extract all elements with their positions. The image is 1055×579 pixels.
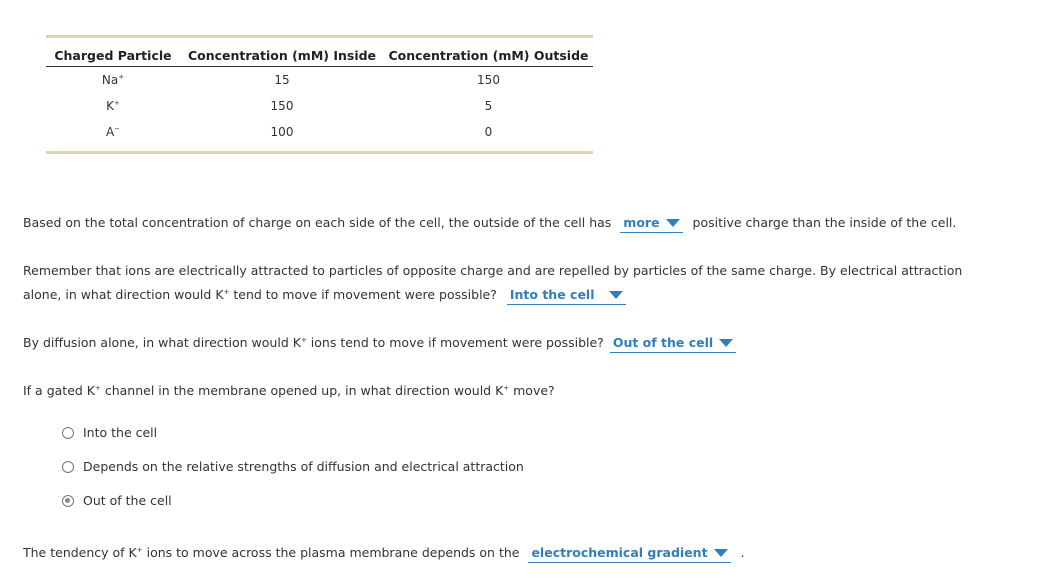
table-bottom-bar [46,151,593,154]
table-body [46,67,593,151]
period: . [740,545,745,560]
ion-concentration-table [46,35,593,154]
inside-cell: 150 [270,99,294,113]
header-inside: Concentration (mM) Inside [187,48,377,63]
question-text: By diffusion alone, in what direction would K+ ions tend to move if movement were possible? [23,335,604,350]
question-text: The tendency of K+ ions to move across the plasma membrane depends on the [23,545,520,560]
header-outside: Concentration (mM) Outside [388,48,589,63]
dropdown-value: Into the cell [509,287,595,302]
radio-button[interactable] [62,427,74,439]
radio-option-out[interactable] [62,493,172,508]
table-header [46,38,593,67]
diffusion-direction-dropdown[interactable] [610,334,736,353]
table-row [46,119,593,145]
ion-cell: K+ [106,99,120,113]
dropdown-value: Out of the cell [612,335,714,350]
outside-cell: 0 [484,125,493,139]
charge-dropdown[interactable] [620,214,682,233]
inside-cell: 100 [270,125,294,139]
chevron-down-icon [609,291,623,299]
gradient-dropdown[interactable] [528,544,730,563]
chevron-down-icon [666,219,680,227]
chevron-down-icon [714,549,728,557]
option-label: Depends on the relative strengths of diffusion and electrical attraction [83,459,524,474]
question-text: Based on the total concentration of charge on each side of the cell, the outside of the cell has [23,215,612,230]
outside-cell: 5 [484,99,493,113]
dropdown-value: more [623,215,660,230]
chevron-down-icon [719,339,733,347]
option-label: Out of the cell [83,493,172,508]
question-electrical [23,259,962,307]
question-gradient [23,541,745,565]
outside-cell: 150 [477,73,500,87]
question-text: positive charge than the inside of the cell. [692,215,957,230]
question-diffusion [23,331,736,355]
header-particle: Charged Particle [54,48,172,63]
question-text: alone, in what direction would K+ tend to move if movement were possible? [23,287,497,302]
electrical-direction-dropdown[interactable] [507,286,626,305]
question-charge [23,211,956,235]
question-text: Remember that ions are electrically attracted to particles of opposite charge and are repelled by particles of the same charge. By electrical attraction [23,263,963,278]
radio-option-depends[interactable] [62,459,524,474]
ion-cell: Na+ [101,73,125,87]
table-row [46,67,593,93]
dropdown-value: electrochemical gradient [531,545,708,560]
radio-button-selected[interactable] [62,495,74,507]
question-channel [23,379,555,403]
question-text: If a gated K+ channel in the membrane opened up, in what direction would K+ move? [23,383,555,398]
radio-option-into[interactable] [62,425,157,440]
inside-cell: 15 [274,73,290,87]
table-row [46,93,593,119]
radio-button[interactable] [62,461,74,473]
ion-cell: A− [105,125,121,139]
option-label: Into the cell [83,425,158,440]
